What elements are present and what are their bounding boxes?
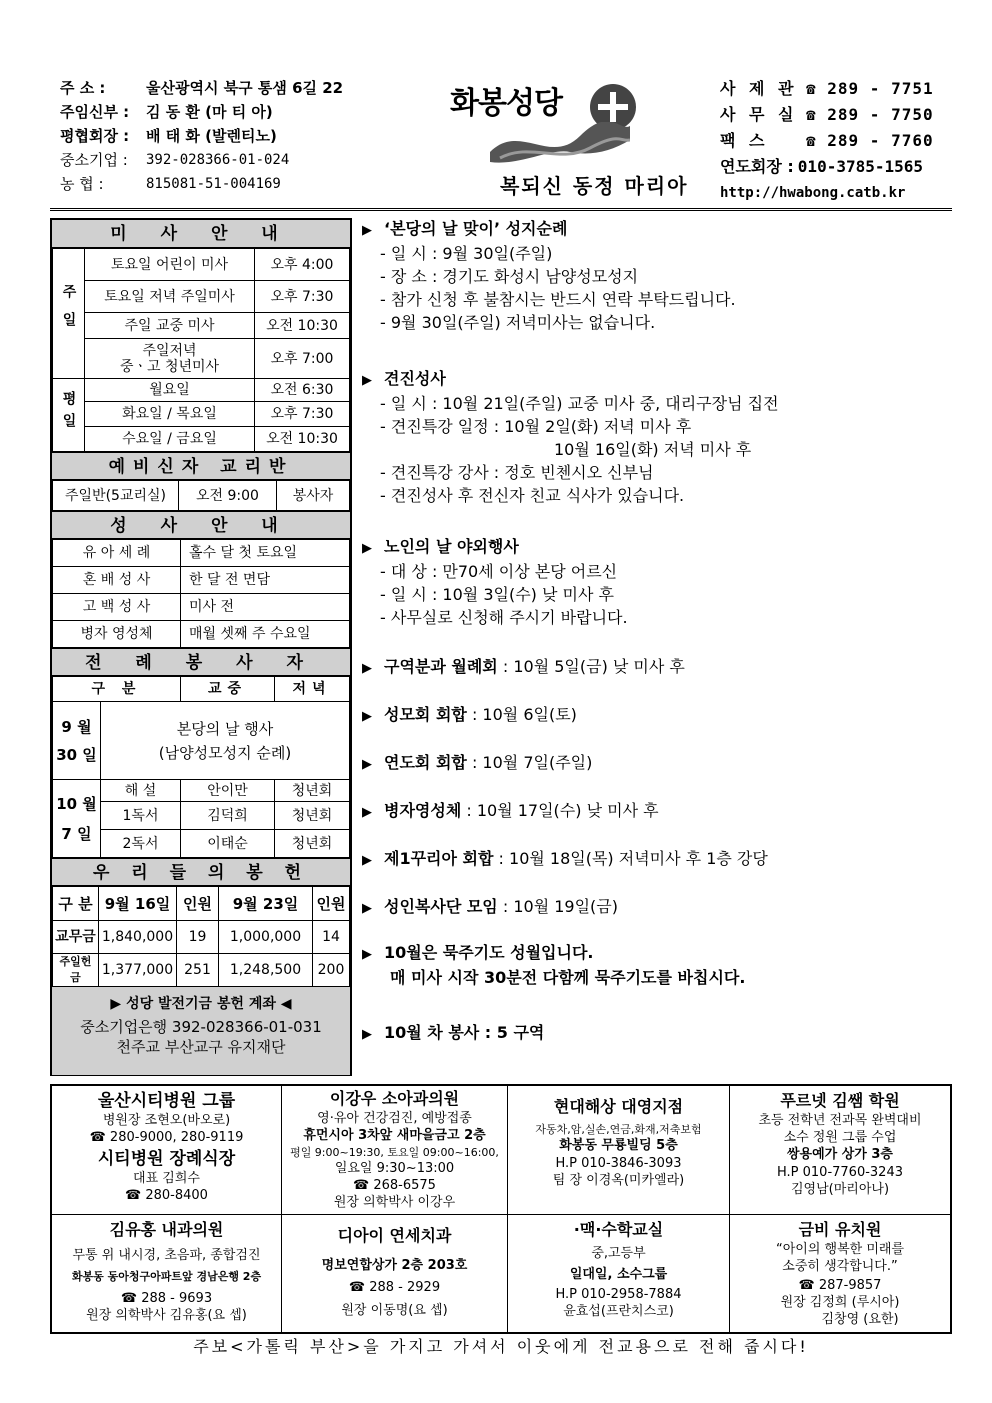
mass-name: 화요일 / 목요일	[85, 402, 255, 427]
servers-table	[52, 676, 350, 858]
ad-line: 명보연합상가 2층 203호	[321, 1258, 468, 1273]
table-row	[53, 427, 350, 452]
table-row	[53, 540, 350, 567]
logo-subtitle: 복되신 동정 마리아	[500, 174, 689, 198]
table-row	[53, 780, 350, 802]
ad-line: H.P 010-3846-3093	[555, 1156, 682, 1171]
mass-time: 오후 7:30	[255, 281, 350, 313]
arrow-icon: ▶	[362, 947, 372, 962]
offering-count: 14	[313, 921, 350, 954]
pastor-label: 주임신부 :	[60, 103, 130, 121]
council-value: 배 태 화 (발렌티노)	[146, 127, 277, 145]
ad-line: 자동차,암,실손,연금,화재,저축보험	[535, 1123, 702, 1136]
ad-line: 쌍용예가 상가 3층	[786, 1147, 893, 1162]
ad-kindergarten	[730, 1215, 950, 1332]
arrow-icon: ▶	[362, 541, 372, 556]
ad-line: ☎ 280-8400	[125, 1188, 208, 1203]
offering-amount: 1,377,000	[99, 954, 177, 987]
ad-title: 김유홍 내과의원	[109, 1220, 224, 1239]
offering-name: 주일헌금	[53, 954, 99, 987]
ad-line: ☎ 288 - 9693	[120, 1291, 213, 1306]
notice-text: : 10월 18일(목) 저녁미사 후 1층 강당	[493, 849, 768, 868]
notice-curia-meeting	[362, 848, 952, 872]
offering-count: 19	[177, 921, 219, 954]
sacrament-name: 병자 영성체	[53, 621, 181, 648]
ad-dental-clinic	[282, 1215, 508, 1332]
ad-line: 영·유아 건강검진, 예방접종	[317, 1111, 472, 1126]
table-row	[53, 281, 350, 313]
contact-info	[720, 76, 960, 206]
notice-title: 성인복사단 모임	[384, 897, 498, 916]
table-row	[53, 402, 350, 427]
sacrament-name: 유 아 세 례	[53, 540, 181, 567]
ad-line: ☎ 268-6575	[353, 1178, 436, 1193]
ad-ulsan-city-hospital	[52, 1086, 282, 1215]
ad-line: 일대일, 소수그룹	[569, 1267, 668, 1282]
ad-math-class	[508, 1215, 730, 1332]
notice-text: : 10월 5일(금) 낮 미사 후	[497, 657, 685, 676]
date-day: 7 일	[61, 824, 92, 843]
servers-col-main: 교중	[181, 677, 275, 702]
arrow-icon: ▶	[362, 853, 372, 868]
ad-internal-clinic	[52, 1215, 282, 1332]
offering-amount: 1,000,000	[219, 921, 313, 954]
ad-title: 현대해상 대영지점	[553, 1097, 684, 1116]
logo-title: 화봉성당	[450, 86, 562, 121]
table-row	[53, 339, 350, 379]
mass-name	[85, 339, 255, 379]
ad-line: 소중히 생각합니다.”	[782, 1259, 898, 1274]
ad-line: ☎ 288 - 2929	[348, 1280, 441, 1295]
mass-name: 토요일 어린이 미사	[85, 249, 255, 281]
offering-amount: 1,248,500	[219, 954, 313, 987]
mass-time: 오전 6:30	[255, 379, 350, 402]
mass-name: 월요일	[85, 379, 255, 402]
date-month: 10 월	[56, 794, 97, 813]
offering-title: 우 리 들 의 봉 헌	[52, 858, 350, 886]
notice-sick-communion	[362, 800, 952, 824]
sacraments-title: 성 사 안 내	[52, 511, 350, 539]
ad-line: 김영남(마리아나)	[790, 1182, 890, 1197]
sacraments-table	[52, 539, 350, 648]
server-role: 해 설	[101, 780, 181, 802]
servers-date-2	[53, 780, 101, 858]
ad-line: 중,고등부	[591, 1246, 646, 1261]
notice-title: 10월은 묵주기도 성월입니다.	[384, 943, 594, 962]
ad-line: 원장 의학박사 이강우	[333, 1195, 456, 1210]
offering-col-count1: 인원	[177, 887, 219, 921]
development-fund-box	[52, 987, 350, 1075]
address-value: 울산광역시 북구 통샘 6길 22	[146, 79, 344, 97]
server-evening: 청년회	[275, 780, 350, 802]
ad-title: 디아이 연세치과	[337, 1226, 452, 1245]
notice-line: - 일 시 : 10월 21일(주일) 교중 미사 중, 대리구장님 집전	[380, 394, 779, 413]
offering-count: 200	[313, 954, 350, 987]
mass-name: 토요일 저녁 주일미사	[85, 281, 255, 313]
table-row	[53, 702, 350, 780]
table-row	[53, 481, 350, 511]
servers-col-category: 구 분	[53, 677, 181, 702]
table-row	[53, 594, 350, 621]
notice-line: 10월 16일(화) 저녁 미사 후	[554, 440, 752, 459]
ad-line: 병원장 조현오(바오로)	[102, 1113, 231, 1128]
rectory-phone: ☎ 289 - 7751	[806, 79, 934, 98]
sacrament-when: 홀수 달 첫 토요일	[181, 540, 350, 567]
council-label: 평협회장 :	[60, 127, 130, 145]
fund-organization: 천주교 부산교구 유지재단	[116, 1038, 286, 1056]
notice-line: - 대 상 : 만70세 이상 본당 어르신	[380, 562, 618, 581]
arrow-icon: ▶	[362, 223, 372, 238]
notice-confirmation	[362, 368, 952, 507]
notice-line: - 일 시 : 10월 3일(수) 낮 미사 후	[380, 585, 614, 604]
sacrament-when: 한 달 전 면담	[181, 567, 350, 594]
arrow-icon: ▶	[362, 709, 372, 724]
notice-elderly-day	[362, 536, 952, 629]
notice-line: - 일 시 : 9월 30일(주일)	[380, 244, 553, 263]
fax-phone: ☎ 289 - 7760	[806, 131, 934, 150]
ad-line: H.P 010-2958-7884	[555, 1287, 682, 1302]
bank2-label: 농 협 :	[60, 175, 104, 193]
table-row	[53, 621, 350, 648]
offering-table	[52, 886, 350, 987]
mass-schedule-title: 미 사 안 내	[52, 220, 350, 248]
legion-label: 연도회장 :	[720, 157, 794, 176]
address-label: 주 소 :	[60, 79, 106, 97]
office-label: 사 무 실	[720, 105, 798, 124]
offering-name: 교무금	[53, 921, 99, 954]
pastor-value: 김 동 환 (마 티 아)	[146, 103, 273, 121]
mass-name: 수요일 / 금요일	[85, 427, 255, 452]
offering-col-date2: 9월 23일	[219, 887, 313, 921]
ad-line: 화봉동 동아청구아파트앞 경남은행 2층	[71, 1270, 262, 1283]
ad-line: 초등 전학년 전과목 완벽대비	[758, 1113, 922, 1128]
arrow-icon: ▶	[362, 757, 372, 772]
notice-text: : 10월 6일(토)	[466, 705, 577, 724]
notice-line: - 견진성사 후 전신자 친교 식사가 있습니다.	[380, 486, 685, 505]
notice-title: 구역분과 월례회	[384, 657, 498, 676]
header-divider	[50, 208, 952, 211]
notice-altar-servers	[362, 896, 952, 920]
ad-line: 화봉동 무룡빌딩 5층	[559, 1138, 678, 1153]
ad-purunet-academy	[730, 1086, 950, 1215]
notice-title: 견진성사	[384, 369, 446, 388]
fax-label: 팩 스	[720, 131, 769, 150]
notice-mothers-meeting	[362, 704, 952, 728]
mass-name: 주일 교중 미사	[85, 313, 255, 339]
catechumen-table	[52, 480, 350, 511]
table-row	[53, 887, 350, 921]
table-row	[53, 677, 350, 702]
bank2-value: 815081-51-004169	[146, 176, 281, 192]
table-row	[53, 567, 350, 594]
offering-count: 251	[177, 954, 219, 987]
arrow-icon: ▶	[362, 805, 372, 820]
mass-name-line1: 주일저녁	[142, 342, 197, 359]
mass-time: 오전 10:30	[255, 427, 350, 452]
rectory-label: 사 제 관	[720, 79, 798, 98]
ad-title: 이강우 소아과의원	[329, 1089, 460, 1108]
notice-line: - 견진특강 일정 : 10월 2일(화) 저녁 미사 후	[380, 417, 692, 436]
ad-title: 시티병원 장례식장	[97, 1149, 236, 1169]
sacrament-name: 고 백 성 사	[53, 594, 181, 621]
notice-service-district	[362, 1022, 952, 1046]
offering-col-category: 구 분	[53, 887, 99, 921]
ad-line: 원장 이동명(요 셉)	[341, 1303, 448, 1318]
sunday-label-text: 주일	[60, 283, 77, 340]
server-role: 1독서	[101, 802, 181, 830]
server-role: 2독서	[101, 830, 181, 858]
ad-line: 휴먼시아 3차앞 새마을금고 2층	[303, 1128, 486, 1143]
server-main: 안이만	[181, 780, 275, 802]
ad-title: ·맥·수학교실	[573, 1220, 664, 1239]
legion-phone: 010-3785-1565	[797, 157, 924, 176]
sacrament-name: 혼 배 성 사	[53, 567, 181, 594]
ad-line: 김창영 (요한)	[821, 1312, 899, 1327]
bulletin-header	[50, 76, 950, 206]
notice-pilgrimage	[362, 218, 952, 334]
ad-line: ☎ 287-9857	[798, 1278, 882, 1293]
parish-logo	[440, 74, 689, 198]
weekday-label	[53, 379, 85, 452]
wave-icon	[490, 122, 630, 166]
servers-title: 전 례 봉 사 자	[52, 648, 350, 676]
server-main: 김덕희	[181, 802, 275, 830]
ad-line: 대표 김희수	[133, 1171, 200, 1186]
mass-time: 오후 7:00	[255, 339, 350, 379]
table-row	[53, 249, 350, 281]
date-month: 9 월	[61, 717, 92, 736]
mass-schedule-table	[52, 248, 350, 452]
fund-bank-account: 중소기업은행 392-028366-01-031	[80, 1018, 322, 1036]
servers-event	[101, 702, 350, 780]
notice-yeondo-meeting	[362, 752, 952, 776]
server-main: 이태순	[181, 830, 275, 858]
mass-time: 오후 4:00	[255, 249, 350, 281]
mass-time: 오후 7:30	[255, 402, 350, 427]
ad-pediatric-clinic	[282, 1086, 508, 1215]
notice-line: 매 미사 시작 30분전 다함께 묵주기도를 바칩시다.	[390, 968, 746, 987]
notice-title: 10월 차 봉사 : 5 구역	[384, 1023, 545, 1042]
ad-line: H.P 010-7760-3243	[776, 1165, 903, 1180]
notice-title: 제1꾸리아 회합	[384, 849, 494, 868]
ad-title: 금비 유치원	[798, 1220, 882, 1239]
table-row	[53, 379, 350, 402]
ad-title: 울산시티병원 그룹	[97, 1091, 236, 1111]
notice-line: - 견진특강 강사 : 정호 빈첸시오 신부님	[380, 463, 654, 482]
notice-line: - 참가 신청 후 불참시는 반드시 연락 부탁드립니다.	[380, 290, 736, 309]
notice-line: - 장 소 : 경기도 화성시 남양성모성지	[380, 267, 639, 286]
arrow-icon: ▶	[362, 1027, 372, 1042]
server-evening: 청년회	[275, 830, 350, 858]
server-evening: 청년회	[275, 802, 350, 830]
ad-title: 푸르넷 김쌤 학원	[780, 1091, 900, 1110]
servers-date-1	[53, 702, 101, 780]
sunday-label	[53, 249, 85, 379]
table-row	[53, 954, 350, 987]
notice-text: : 10월 19일(금)	[497, 897, 618, 916]
offering-col-count2: 인원	[313, 887, 350, 921]
date-day: 30 일	[56, 745, 97, 764]
fund-title: ▶ 성당 발전기금 봉헌 계좌 ◀	[110, 996, 292, 1012]
notices-panel	[362, 218, 952, 1076]
notice-title: 노인의 날 야외행사	[384, 537, 519, 556]
catechumen-class: 주일반(5교리실)	[53, 481, 179, 511]
arrow-icon: ▶	[362, 373, 372, 388]
bank1-label: 중소기업 :	[60, 151, 128, 169]
ad-line: ☎ 280-9000, 280-9119	[89, 1130, 244, 1145]
ads-section	[50, 1084, 952, 1334]
bank1-value: 392-028366-01-024	[146, 152, 290, 168]
parish-info	[60, 76, 390, 196]
notice-district-meeting	[362, 656, 952, 680]
notice-text: : 10월 7일(주일)	[466, 753, 593, 772]
mass-name-line2: 중ㆍ고 청년미사	[119, 358, 220, 375]
ad-line: 일요일 9:30~13:00	[334, 1161, 455, 1176]
arrow-icon: ▶	[362, 661, 372, 676]
notice-title: ‘본당의 날 맞이’ 성지순례	[384, 219, 568, 238]
notice-line: - 9월 30일(주일) 저녁미사는 없습니다.	[380, 313, 656, 332]
catechumen-time: 오전 9:00	[179, 481, 277, 511]
offering-col-date1: 9월 16일	[99, 887, 177, 921]
office-phone: ☎ 289 - 7750	[806, 105, 934, 124]
ad-line: 평일 9:00~19:30, 토요일 09:00~16:00,	[290, 1146, 499, 1159]
arrow-icon: ▶	[362, 901, 372, 916]
ad-line: 팀 장 이경옥(미카엘라)	[552, 1173, 685, 1188]
servers-col-evening: 저녁	[275, 677, 350, 702]
ad-line: 원장 의학박사 김유홍(요 셉)	[86, 1308, 247, 1323]
ad-line: 무통 위 내시경, 초음파, 종합검진	[72, 1248, 261, 1263]
table-row	[53, 921, 350, 954]
ad-line: 윤효섭(프란치스코)	[563, 1304, 674, 1319]
mass-time: 오전 10:30	[255, 313, 350, 339]
ad-hyundai-insurance	[508, 1086, 730, 1215]
ad-line: 원장 김정희 (루시아)	[780, 1295, 900, 1310]
notice-title: 성모회 회합	[384, 705, 467, 724]
left-panel	[50, 218, 352, 1076]
event-line2: (남양성모성지 순례)	[158, 743, 292, 762]
notice-line: - 사무실로 신청해 주시기 바랍니다.	[380, 608, 628, 627]
event-line1: 본당의 날 행사	[176, 719, 274, 738]
catechumen-title: 예비신자 교리반	[52, 452, 350, 480]
ad-line: 소수 정원 그룹 수업	[783, 1130, 897, 1145]
parish-url[interactable]: http://hwabong.catb.kr	[720, 185, 906, 201]
notice-text: : 10월 17일(수) 낮 미사 후	[461, 801, 659, 820]
ad-line: “아이의 행복한 미래를	[775, 1242, 905, 1257]
notice-rosary-month	[362, 942, 952, 989]
table-row	[53, 313, 350, 339]
weekday-label-text: 평일	[60, 391, 77, 435]
sacrament-when: 미사 전	[181, 594, 350, 621]
offering-amount: 1,840,000	[99, 921, 177, 954]
footer-message: 주보<가톨릭 부산>을 가지고 가셔서 이웃에게 전교용으로 전해 줍시다!	[193, 1337, 809, 1356]
notice-title: 병자영성체	[384, 801, 462, 820]
catechumen-staff: 봉사자	[277, 481, 350, 511]
notice-title: 연도회 회합	[384, 753, 467, 772]
sacrament-when: 매월 셋째 주 수요일	[181, 621, 350, 648]
